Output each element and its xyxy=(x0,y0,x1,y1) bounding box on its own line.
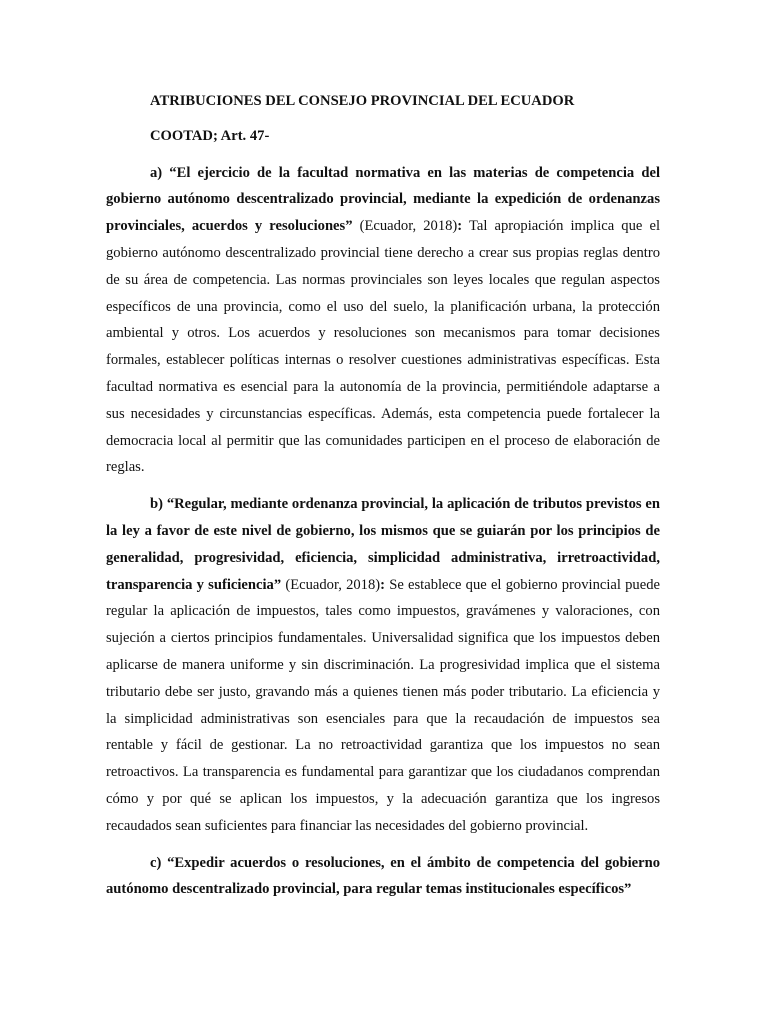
paragraph-b-lead: b) “Regular, mediante ordenanza provincial, la aplicación de tributos previstos en la ley a favor de este nivel de gobierno, los mismos que se guiarán por los principios de generalidad, progresividad, eficiencia, simplicidad administrativa, irretroactividad, transparencia y suficiencia” xyxy=(106,496,660,593)
document-subtitle: COOTAD; Art. 47- xyxy=(150,127,270,144)
paragraph-a-lead: a) “El ejercicio de la facultad normativa en las materias de competencia del gobierno autónomo descentralizado provincial, mediante la expedición de ordenanzas provinciales, acuerdos y resoluciones” xyxy=(106,164,660,235)
paragraph-b-body: Se establece que el gobierno provincial puede regular la aplicación de impuestos, tales como impuestos, gravámenes y valoraciones, con sujeción a ciertos principios fundamentales. Universalidad significa que los impuestos deben aplicarse de manera uniforme y sin discriminación. La progresividad implica que el sistema tributario debe ser justo, gravando más a quienes tienen más poder tributario. La eficiencia y la simplicidad administrativas son esenciales para que la recaudación de impuestos sea rentable y fácil de gestionar. La no retroactividad garantiza que los impuestos no sean retroactivos. La transparencia es fundamental para garantizar que los ciudadanos comprendan cómo y por qué se aplican los impuestos, y la adecuación garantiza que los ingresos recaudados sean suficientes para financiar las necesidades del gobierno provincial. xyxy=(106,576,660,834)
document-page xyxy=(106,88,660,913)
paragraph-a xyxy=(106,160,660,482)
paragraph-b-citation: (Ecuador, 2018) xyxy=(281,576,381,593)
paragraph-c xyxy=(106,850,660,904)
paragraph-a-citation: (Ecuador, 2018) xyxy=(352,218,458,235)
document-title: ATRIBUCIONES DEL CONSEJO PROVINCIAL DEL ECUADOR xyxy=(150,93,575,109)
paragraph-a-colon: : xyxy=(457,218,463,235)
paragraph-c-lead: c) “Expedir acuerdos o resoluciones, en el ámbito de competencia del gobierno autónomo descentralizado provincial, para regular temas institucionales específicos” xyxy=(106,854,660,898)
paragraph-b-colon: : xyxy=(380,576,386,593)
paragraph-a-body: Tal apropiación implica que el gobierno autónomo descentralizado provincial tiene derecho a crear sus propias reglas dentro de su área de competencia. Las normas provinciales son leyes locales que regulan aspectos específicos de una provincia, como el uso del suelo, la planificación urbana, la protección ambiental y otros. Los acuerdos y resoluciones son mecanismos para tomar decisiones formales, establecer políticas internas o resolver cuestiones administrativas específicas. Esta facultad normativa es esencial para la autonomía de la provincia, permitiéndole adaptarse a sus necesidades y circunstancias específicas. Además, esta competencia puede fortalecer la democracia local al permitir que las comunidades participen en el proceso de elaboración de reglas. xyxy=(106,218,660,476)
paragraph-b xyxy=(106,491,660,839)
